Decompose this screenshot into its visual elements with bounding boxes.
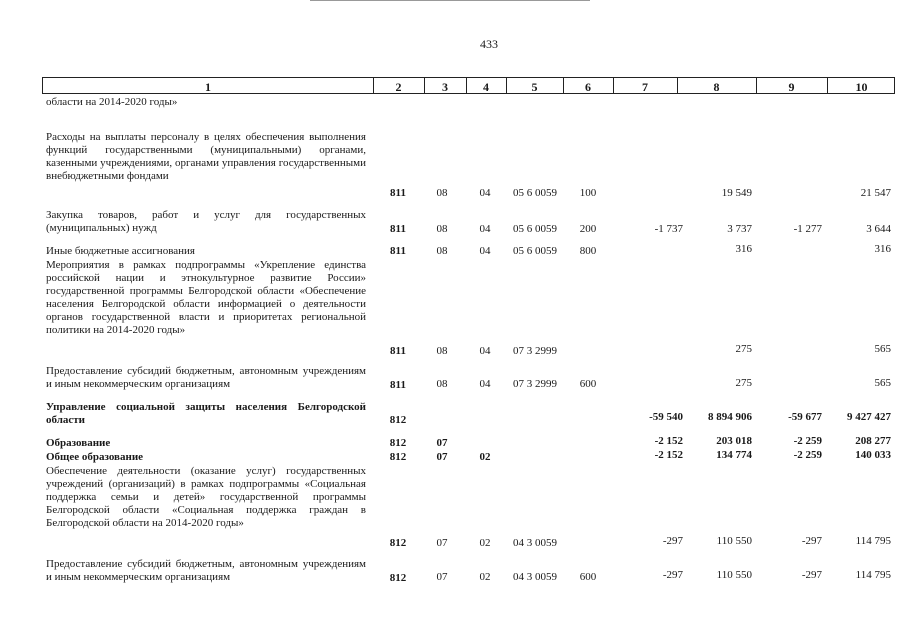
cell-value-10: 3 644	[866, 223, 891, 235]
cell-code-2: 811	[390, 187, 406, 199]
cell-code-3: 07	[436, 451, 448, 463]
header-col-1: 1	[205, 80, 211, 94]
cell-code-3: 08	[436, 345, 448, 357]
header-col-7: 7	[642, 80, 648, 94]
cell-code-4: 04	[479, 345, 491, 357]
cell-code-2: 812	[389, 537, 407, 549]
cell-value-10: 316	[874, 243, 891, 255]
header-col-2: 2	[395, 80, 402, 94]
cell-value-10: 114 795	[855, 569, 891, 581]
row-description: Предоставление субсидий бюджетным, автономным учреждениям и иным некоммерческим организациям	[46, 365, 366, 390]
cell-code-5: 05 6 0059	[513, 245, 557, 257]
cell-code-6: 100	[579, 187, 597, 199]
cell-code-4: 02	[479, 537, 491, 549]
cell-code-5: 05 6 0059	[513, 187, 557, 199]
cell-code-4: 04	[479, 245, 491, 257]
cell-code-5: 05 6 0059	[513, 223, 557, 235]
cell-value-9: -2 259	[793, 435, 822, 447]
cell-code-5: 04 3 0059	[513, 537, 557, 549]
cell-code-4: 04	[479, 223, 491, 235]
cell-value-9: -59 677	[788, 411, 822, 423]
cell-value-10: 565	[874, 377, 891, 389]
cell-value-8: 134 774	[716, 449, 752, 461]
scan-top-edge-line	[310, 0, 590, 1]
row-description: Общее образование	[46, 451, 144, 463]
cell-code-2: 811	[390, 223, 406, 235]
cell-value-8: 275	[735, 377, 752, 389]
cell-code-3: 08	[436, 223, 448, 235]
cell-code-6: 600	[579, 378, 597, 390]
cell-code-5: 07 3 2999	[513, 378, 557, 390]
cell-value-8: 3 737	[727, 223, 752, 235]
table-header	[42, 77, 895, 94]
cell-value-7: -297	[662, 569, 683, 581]
header-col-5: 5	[531, 80, 538, 94]
cell-value-8: 110 550	[716, 535, 752, 547]
cell-code-2: 811	[390, 245, 406, 257]
cell-code-4: 02	[479, 571, 491, 583]
header-col-8: 8	[713, 80, 720, 94]
cell-value-10: 21 547	[860, 187, 891, 199]
cell-code-3: 07	[436, 537, 448, 549]
header-col-9: 9	[788, 80, 795, 94]
cell-value-7: -1 737	[654, 223, 683, 235]
cell-value-7: -2 152	[654, 449, 683, 461]
row-description: Иные бюджетные ассигнования	[46, 245, 195, 257]
cell-value-8: 203 018	[716, 435, 752, 447]
cell-value-10: 114 795	[855, 535, 891, 547]
cell-code-6: 200	[579, 223, 597, 235]
row-description: Закупка товаров, работ и услуг для государственных (муниципальных) нужд	[46, 209, 366, 234]
cell-code-3: 07	[436, 437, 448, 449]
cell-code-3: 08	[436, 378, 448, 390]
cell-code-3: 07	[436, 571, 448, 583]
cell-value-8: 275	[735, 343, 752, 355]
cell-code-5: 04 3 0059	[513, 571, 557, 583]
row-description: Обеспечение деятельности (оказание услуг) государственных учреждений (организаций) в рамках подпрограммы «Социальная поддержка семьи и детей» государственной программы Белгородской области «Социальная поддержка граждан в Белгородской области на 2014-2020 годы»	[46, 465, 366, 529]
cell-value-7: -297	[662, 535, 683, 547]
header-col-3: 3	[442, 80, 448, 94]
row-description: Управление социальной защиты населения Белгородской области	[46, 401, 366, 426]
cell-value-7: -2 152	[654, 435, 683, 447]
cell-code-2: 812	[389, 414, 407, 426]
cell-value-8: 316	[735, 243, 752, 255]
cell-value-8: 19 549	[721, 187, 752, 199]
cell-code-4: 02	[479, 451, 491, 463]
cell-value-9: -297	[801, 535, 822, 547]
row-description: области на 2014-2020 годы»	[46, 96, 178, 108]
cell-code-2: 811	[390, 345, 406, 357]
cell-value-10: 208 277	[855, 435, 891, 447]
cell-code-2: 812	[389, 572, 407, 584]
row-description: Расходы на выплаты персоналу в целях обеспечения выполнения функций государственными (муниципальными) органами, казенными учреждениями, органами управления государственными внебюджетными фондами	[46, 131, 366, 182]
cell-code-2: 812	[389, 437, 407, 449]
row-description: Образование	[46, 437, 111, 449]
cell-value-8: 110 550	[716, 569, 752, 581]
cell-code-3: 08	[436, 187, 448, 199]
cell-value-9: -2 259	[793, 449, 822, 461]
page-number: 433	[480, 37, 498, 51]
cell-code-6: 800	[579, 245, 597, 257]
cell-code-2: 811	[390, 379, 406, 391]
cell-code-2: 812	[389, 451, 407, 463]
cell-value-10: 565	[874, 343, 891, 355]
cell-code-6: 600	[579, 571, 597, 583]
row-description: Предоставление субсидий бюджетным, автономным учреждениям и иным некоммерческим организациям	[46, 558, 366, 583]
header-col-10: 10	[855, 80, 868, 94]
header-col-4: 4	[483, 80, 489, 94]
cell-value-10: 140 033	[855, 449, 891, 461]
row-description: Мероприятия в рамках подпрограммы «Укрепление единства российской нации и этнокультурное развитие России» государственной программы Белгородской области «Обеспечение населения Белгородской области информацией о деятельности органов государственной власти и приоритетах региональной политики на 2014-2020 годы»	[46, 259, 366, 336]
cell-code-3: 08	[436, 245, 448, 257]
cell-code-4: 04	[479, 187, 491, 199]
cell-code-4: 04	[479, 378, 491, 390]
cell-value-10: 9 427 427	[847, 411, 891, 423]
header-col-6: 6	[585, 80, 591, 94]
cell-value-9: -297	[801, 569, 822, 581]
cell-code-5: 07 3 2999	[513, 345, 557, 357]
cell-value-7: -59 540	[649, 411, 683, 423]
cell-value-8: 8 894 906	[708, 411, 752, 423]
cell-value-9: -1 277	[793, 223, 822, 235]
